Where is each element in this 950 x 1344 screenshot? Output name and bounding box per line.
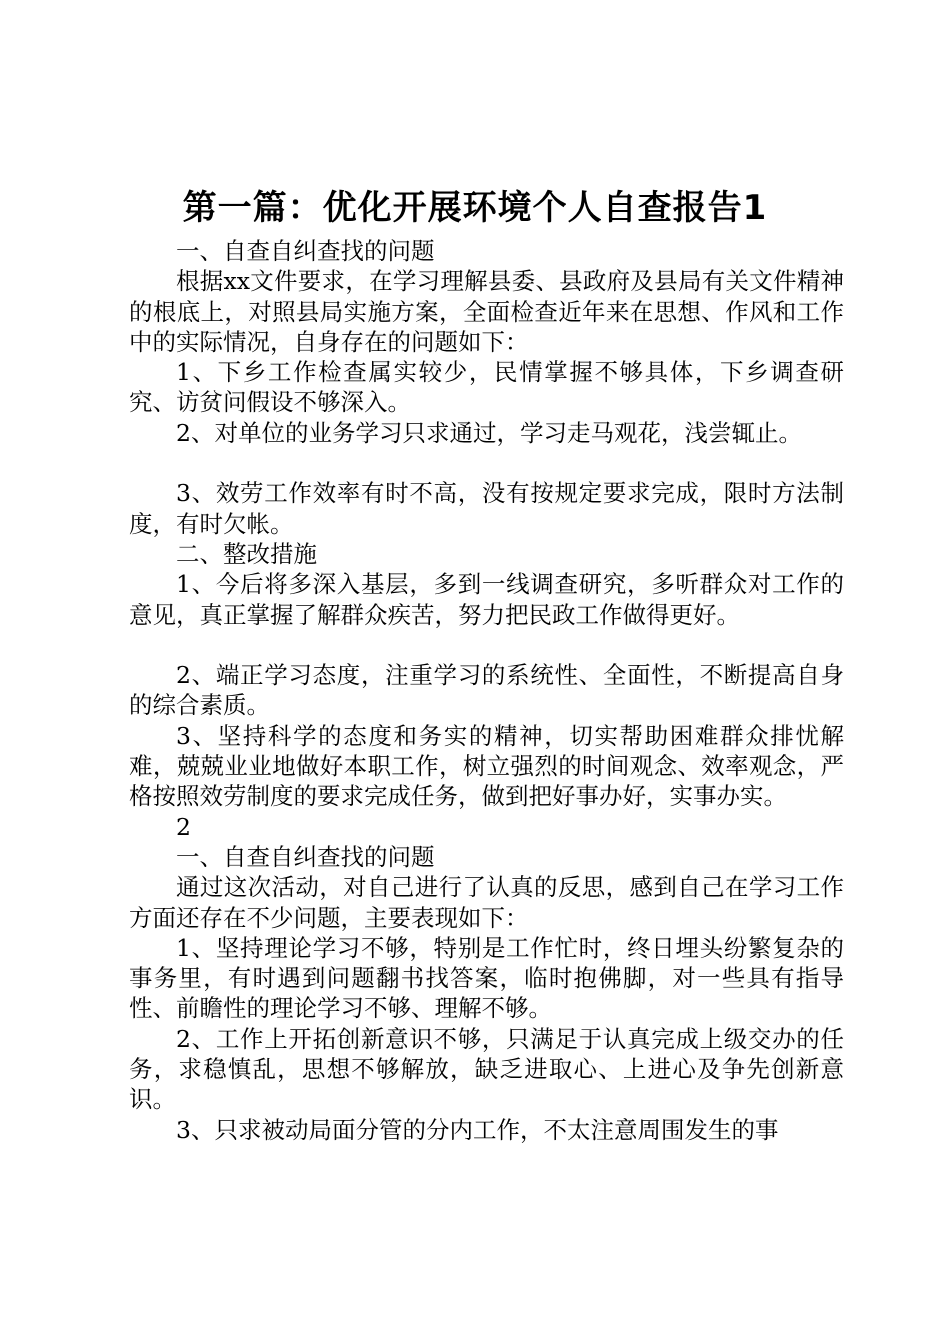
list-item: 2、工作上开拓创新意识不够，只满足于认真完成上级交办的任务，求稳慎乱，思想不够解放，缺乏进取心、上进心及争先创新意识。 <box>129 1024 844 1114</box>
paragraph: 通过这次活动，对自己进行了认真的反思，感到自己在学习工作方面还存在不少问题，主要表现如下： <box>129 873 844 932</box>
list-item: 1、坚持理论学习不够，特别是工作忙时，终日埋头纷繁复杂的事务里，有时遇到问题翻书找答案，临时抱佛脚，对一些具有指导性、前瞻性的理论学习不够、理解不够。 <box>129 933 844 1023</box>
section-heading: 一、自查自纠查找的问题 <box>176 237 435 265</box>
list-item: 2、对单位的业务学习只求通过，学习走马观花，浅尝辄止。 <box>176 418 802 447</box>
document-body <box>129 236 844 1145</box>
list-item: 3、只求被动局面分管的分内工作，不太注意周围发生的事 <box>176 1115 779 1144</box>
list-item: 1、今后将多深入基层，多到一线调查研究，多听群众对工作的意见，真正掌握了解群众疾苦，努力把民政工作做得更好。 <box>129 570 844 629</box>
paragraph: 根据xx文件要求，在学习理解县委、县政府及县局有关文件精神的根底上，对照县局实施方案，全面检查近年来在思想、作风和工作中的实际情况，自身存在的问题如下： <box>129 267 844 356</box>
list-item: 2、端正学习态度，注重学习的系统性、全面性，不断提高自身的综合素质。 <box>129 661 844 720</box>
list-item: 3、效劳工作效率有时不高，没有按规定要求完成，限时方法制度，有时欠帐。 <box>129 479 844 538</box>
document-title: 第一篇：优化开展环境个人自查报告1 <box>182 188 768 228</box>
list-item: 3、坚持科学的态度和务实的精神，切实帮助困难群众排忧解难，兢兢业业地做好本职工作，树立强烈的时间观念、效率观念，严格按照效劳制度的要求完成任务，做到把好事办好，实事办实。 <box>129 721 844 811</box>
section-number: 2 <box>176 812 191 841</box>
section-heading: 一、自查自纠查找的问题 <box>176 842 435 871</box>
section-heading: 二、整改措施 <box>176 539 317 568</box>
list-item: 1、下乡工作检查属实较少，民情掌握不够具体，下乡调查研究、访贫问假设不够深入。 <box>129 358 844 417</box>
